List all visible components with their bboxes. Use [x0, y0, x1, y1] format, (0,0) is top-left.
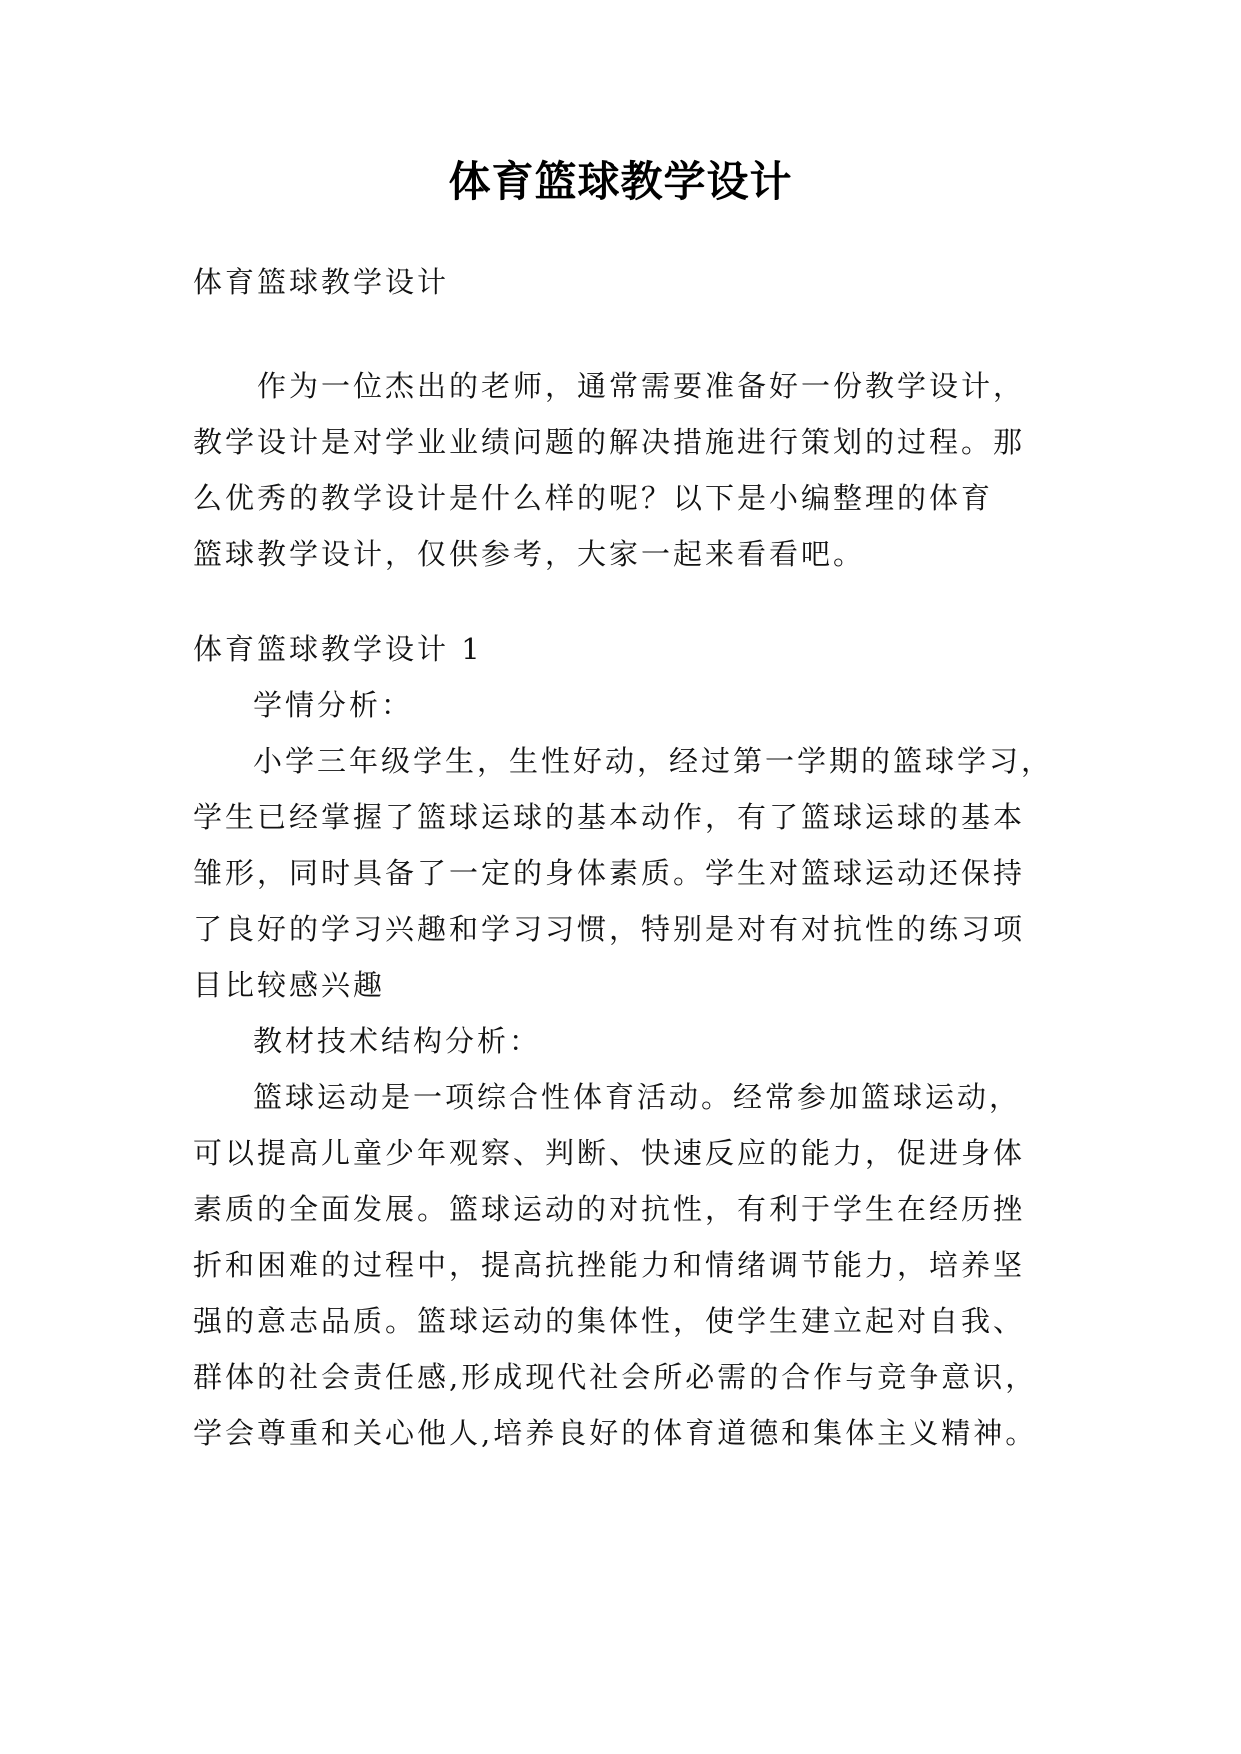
structure-line: 群体的社会责任感,形成现代社会所必需的合作与竞争意识，	[193, 1360, 1038, 1394]
analysis-label: 学情分析：	[253, 688, 414, 722]
analysis-line: 学生已经掌握了篮球运球的基本动作，有了篮球运球的基本	[193, 800, 1026, 834]
structure-line: 篮球运动是一项综合性体育活动。经常参加篮球运动，	[253, 1080, 1022, 1114]
structure-line: 学会尊重和关心他人,培养良好的体育道德和集体主义精神。	[193, 1416, 1038, 1450]
structure-line: 素质的全面发展。篮球运动的对抗性，有利于学生在经历挫	[193, 1192, 1026, 1226]
intro-line: 教学设计是对学业业绩问题的解决措施进行策划的过程。那	[193, 425, 1026, 459]
section-1	[193, 621, 1073, 1461]
structure-line: 强的意志品质。篮球运动的集体性，使学生建立起对自我、	[193, 1304, 1026, 1338]
structure-line: 折和困难的过程中，提高抗挫能力和情绪调节能力，培养坚	[193, 1248, 1026, 1282]
section-heading: 体育篮球教学设计 1	[193, 632, 483, 666]
document-subtitle: 体育篮球教学设计	[193, 265, 450, 299]
analysis-line: 目比较感兴趣	[193, 968, 386, 1002]
analysis-line: 雏形，同时具备了一定的身体素质。学生对篮球运动还保持	[193, 856, 1026, 890]
document-title: 体育篮球教学设计	[448, 157, 793, 206]
intro-paragraph	[193, 358, 1073, 582]
document-subtitle-block	[193, 254, 1073, 310]
analysis-line: 了良好的学习兴趣和学习习惯，特别是对有对抗性的练习项	[193, 912, 1026, 946]
structure-label: 教材技术结构分析：	[253, 1024, 542, 1058]
intro-line: 作为一位杰出的老师，通常需要准备好一份教学设计，	[257, 369, 1026, 403]
intro-line: 么优秀的教学设计是什么样的呢？以下是小编整理的体育	[193, 481, 994, 515]
intro-line: 篮球教学设计，仅供参考，大家一起来看看吧。	[193, 537, 866, 571]
structure-line: 可以提高儿童少年观察、判断、快速反应的能力，促进身体	[193, 1136, 1026, 1170]
analysis-line: 小学三年级学生，生性好动，经过第一学期的篮球学习，	[253, 744, 1054, 778]
